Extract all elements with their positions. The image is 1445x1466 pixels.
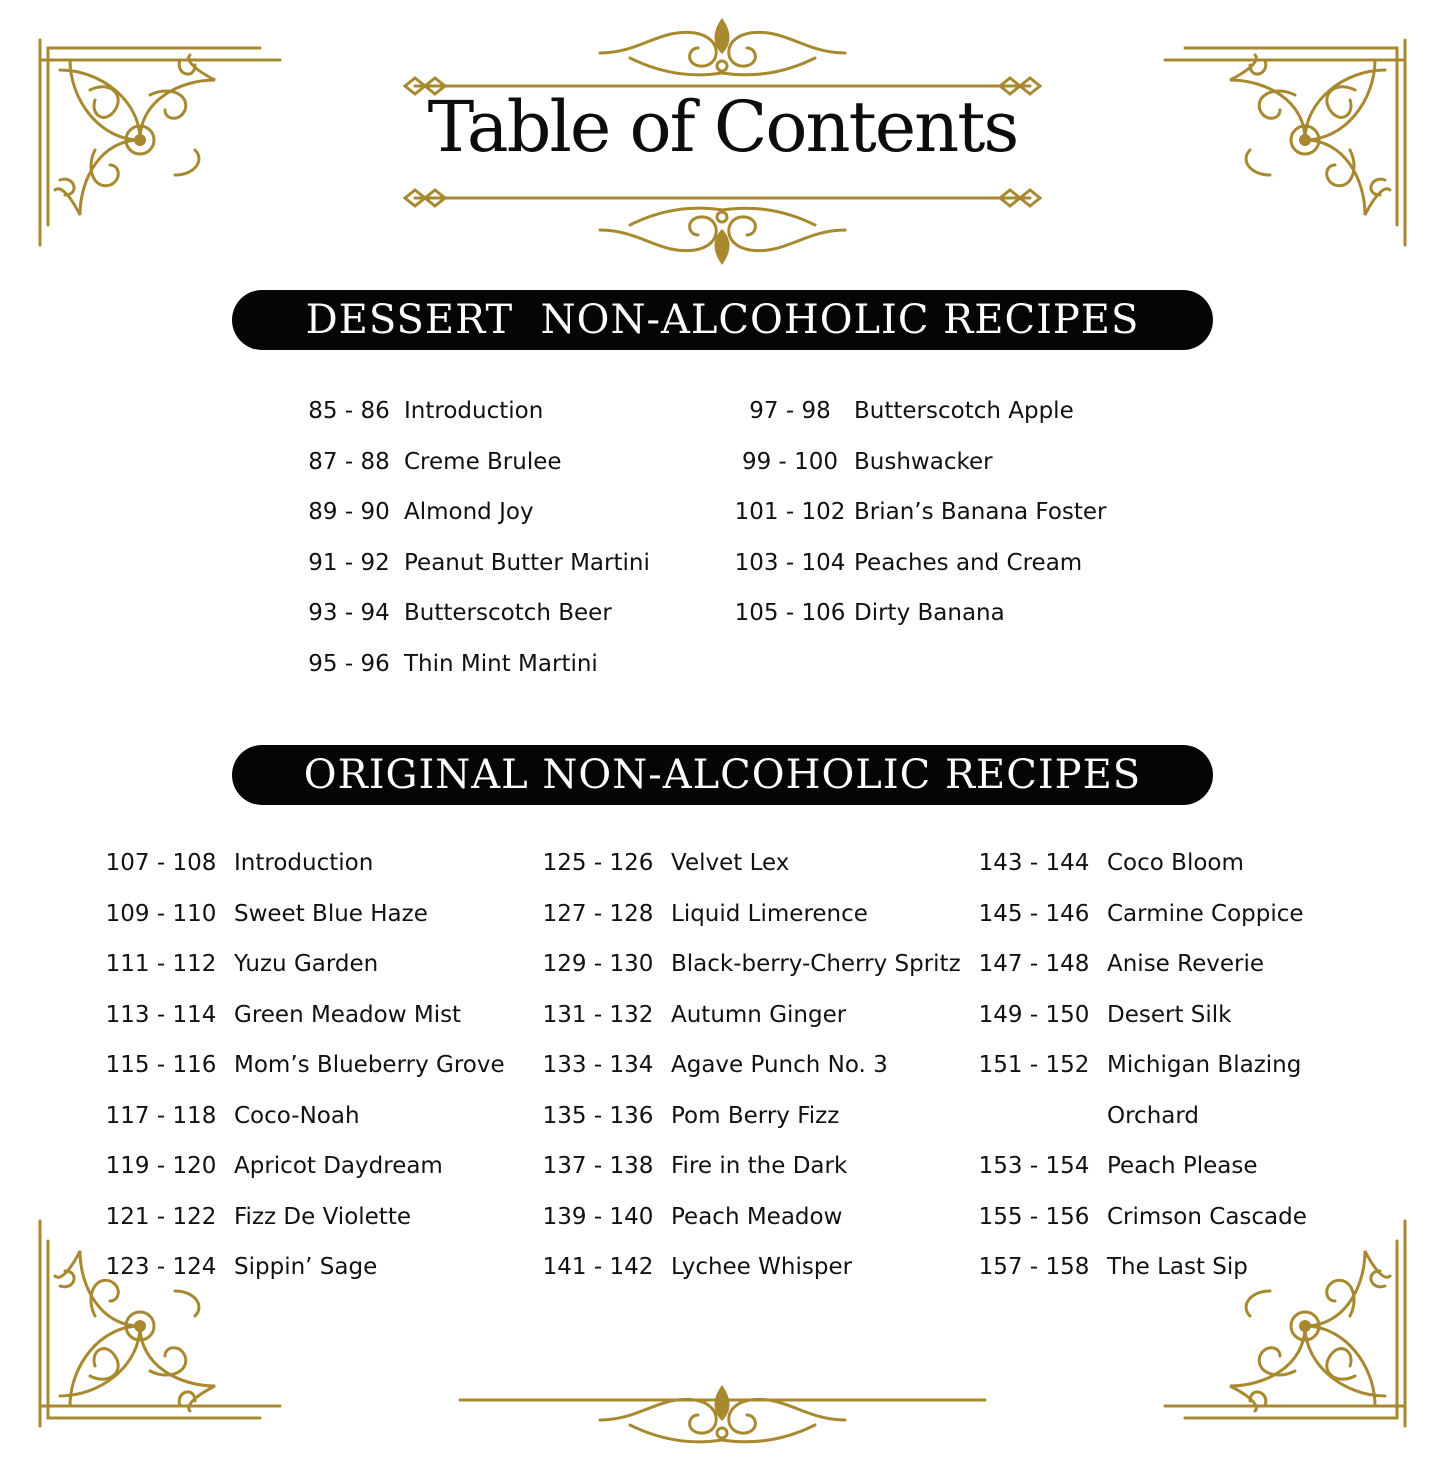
toc-recipe-title: Autumn Ginger	[671, 1001, 847, 1028]
toc-page-range: 85 - 86	[308, 398, 390, 424]
toc-recipe-title: Michigan Blazing	[1107, 1052, 1302, 1078]
toc-recipe-title: Desert Silk	[1107, 1001, 1232, 1028]
page-title: Table of Contents	[427, 86, 1018, 168]
toc-recipe-title: Green Meadow Mist	[234, 1001, 462, 1028]
toc-page-range: 97 - 98	[749, 398, 831, 424]
toc-page-range: 145 - 146	[978, 900, 1090, 927]
toc-recipe-title: Fire in the Dark	[671, 1153, 848, 1179]
toc-recipe-title: Black-berry-Cherry Spritz	[671, 951, 961, 977]
toc-recipe-title: Fizz De Violette	[234, 1203, 411, 1230]
toc-page-range: 109 - 110	[105, 900, 217, 927]
toc-recipe-title: Crimson Cascade	[1107, 1203, 1307, 1230]
toc-recipe-title: Sweet Blue Haze	[234, 900, 428, 927]
toc-page-range: 91 - 92	[308, 549, 390, 576]
toc-page-range: 127 - 128	[542, 900, 654, 927]
toc-recipe-title: Anise Reverie	[1107, 951, 1265, 977]
toc-recipe-title: Almond Joy	[404, 499, 534, 525]
toc-recipe-title: The Last Sip	[1107, 1254, 1248, 1280]
toc-page-range: 87 - 88	[308, 448, 390, 475]
toc-page-range: 105 - 106	[734, 600, 846, 626]
toc-recipe-title: Agave Punch No. 3	[671, 1052, 888, 1078]
toc-recipe-title: Pom Berry Fizz	[671, 1102, 840, 1129]
toc-recipe-title: Peaches and Cream	[854, 549, 1083, 576]
toc-recipe-title: Orchard	[1107, 1102, 1200, 1129]
toc-page-range: 153 - 154	[978, 1153, 1090, 1179]
toc-page-range: 147 - 148	[978, 951, 1090, 977]
toc-page-range: 93 - 94	[308, 600, 390, 626]
toc-recipe-title: Lychee Whisper	[671, 1254, 853, 1280]
toc-recipe-title: Dirty Banana	[854, 600, 1005, 626]
toc-recipe-title: Yuzu Garden	[234, 951, 379, 977]
toc-page-range: 141 - 142	[542, 1254, 654, 1280]
toc-recipe-title: Thin Mint Martini	[404, 650, 598, 677]
toc-page-range: 121 - 122	[105, 1203, 217, 1230]
toc-recipe-title: Peach Please	[1107, 1153, 1258, 1179]
toc-page-range: 139 - 140	[542, 1203, 654, 1230]
toc-page-range: 157 - 158	[978, 1254, 1090, 1280]
section-banner-original: ORIGINAL NON-ALCOHOLIC RECIPES	[232, 745, 1213, 805]
toc-page-range: 149 - 150	[978, 1001, 1090, 1028]
toc-recipe-title: Creme Brulee	[404, 448, 562, 475]
toc-page-range: 89 - 90	[308, 499, 390, 525]
toc-recipe-title: Carmine Coppice	[1107, 900, 1304, 927]
toc-recipe-title: Coco Bloom	[1107, 850, 1244, 876]
toc-page-range: 137 - 138	[542, 1153, 654, 1179]
toc-page-range: 99 - 100	[741, 448, 839, 475]
toc-page-range: 113 - 114	[105, 1001, 217, 1028]
toc-page-range: 95 - 96	[308, 650, 390, 677]
toc-recipe-title: Peach Meadow	[671, 1203, 843, 1230]
toc-recipe-title: Sippin’ Sage	[234, 1254, 378, 1280]
toc-recipe-title: Mom’s Blueberry Grove	[234, 1052, 505, 1078]
toc-page-range: 135 - 136	[542, 1102, 654, 1129]
toc-page-range: 131 - 132	[542, 1001, 654, 1028]
toc-recipe-title: Peanut Butter Martini	[404, 549, 650, 576]
footer-ornament	[455, 1380, 990, 1450]
toc-recipe-title: Brian’s Banana Foster	[854, 499, 1107, 525]
toc-recipe-title: Apricot Daydream	[234, 1153, 443, 1179]
toc-recipe-title: Liquid Limerence	[671, 900, 868, 927]
toc-page-range: 107 - 108	[105, 850, 217, 876]
toc-page-range: 103 - 104	[734, 549, 846, 576]
toc-recipe-title: Velvet Lex	[671, 850, 790, 876]
toc-page-range: 133 - 134	[542, 1052, 654, 1078]
toc-page-range: 143 - 144	[978, 850, 1090, 876]
toc-recipe-title: Coco-Noah	[234, 1102, 360, 1129]
toc-recipe-title: Bushwacker	[854, 448, 993, 475]
toc-page-range: 151 - 152	[978, 1052, 1090, 1078]
toc-page-range: 125 - 126	[542, 850, 654, 876]
toc-page-range: 119 - 120	[105, 1153, 217, 1179]
toc-page-range: 115 - 116	[105, 1052, 217, 1078]
toc-page-range: 129 - 130	[542, 951, 654, 977]
toc-recipe-title: Introduction	[234, 850, 374, 876]
toc-page-range: 101 - 102	[734, 499, 846, 525]
toc-recipe-title: Butterscotch Apple	[854, 398, 1074, 424]
toc-page-range: 155 - 156	[978, 1203, 1090, 1230]
title-ornament-bottom	[395, 182, 1050, 267]
section-banner-dessert: DESSERT NON-ALCOHOLIC RECIPES	[232, 290, 1213, 350]
toc-recipe-title: Butterscotch Beer	[404, 600, 612, 626]
toc-recipe-title: Introduction	[404, 398, 544, 424]
toc-page-range: 123 - 124	[105, 1254, 217, 1280]
toc-page-range: 117 - 118	[105, 1102, 217, 1129]
toc-page-range: 111 - 112	[105, 951, 217, 977]
